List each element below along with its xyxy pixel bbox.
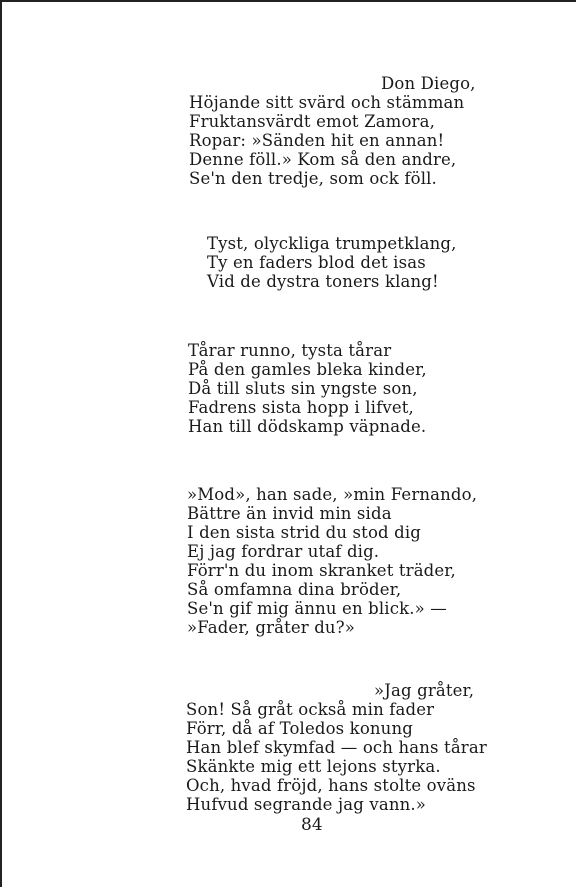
verse-line: Och, hvad fröjd, hans stolte oväns	[186, 776, 476, 795]
verse-line: Höjande sitt svärd och stämman	[189, 93, 465, 112]
verse-line: I den sista strid du stod dig	[187, 523, 421, 542]
verse-line: »Fader, gråter du?»	[187, 618, 355, 637]
verse-line: Så omfamna dina bröder,	[187, 580, 402, 599]
verse-line: »Jag gråter,	[374, 681, 475, 700]
verse-line: Se'n den tredje, som ock föll.	[189, 169, 437, 188]
verse-line: Ty en faders blod det isas	[207, 253, 426, 272]
verse-line: Se'n gif mig ännu en blick.» —	[187, 599, 447, 618]
verse-line: »Mod», han sade, »min Fernando,	[187, 485, 478, 504]
verse-line: Fruktansvärdt emot Zamora,	[189, 112, 435, 131]
verse-line: Vid de dystra toners klang!	[207, 272, 439, 291]
page-number: 84	[301, 815, 323, 835]
top-border	[2, 0, 576, 2]
verse-line: Bättre än invid min sida	[187, 504, 392, 523]
verse-line: Förr'n du inom skranket träder,	[187, 561, 456, 580]
verse-line: Han till dödskamp väpnade.	[188, 417, 427, 436]
verse-line: Ropar: »Sänden hit en annan!	[189, 131, 445, 150]
verse-line: Förr, då af Toledos konung	[186, 719, 413, 738]
verse-line: Denne föll.» Kom så den andre,	[189, 150, 457, 169]
verse-line: Hufvud segrande jag vann.»	[186, 795, 427, 814]
verse-line: Tårar runno, tysta tårar	[188, 341, 392, 360]
verse-line: På den gamles bleka kinder,	[188, 360, 427, 379]
verse-line: Son! Så gråt också min fader	[186, 700, 435, 719]
verse-line: Tyst, olyckliga trumpetklang,	[207, 234, 457, 253]
verse-line: Fadrens sista hopp i lifvet,	[188, 398, 414, 417]
verse-line: Don Diego,	[381, 74, 476, 93]
verse-line: Han blef skymfad — och hans tårar	[186, 738, 487, 757]
verse-line: Ej jag fordrar utaf dig.	[187, 542, 380, 561]
verse-line: Skänkte mig ett lejons styrka.	[186, 757, 441, 776]
verse-line: Då till sluts sin yngste son,	[188, 379, 418, 398]
